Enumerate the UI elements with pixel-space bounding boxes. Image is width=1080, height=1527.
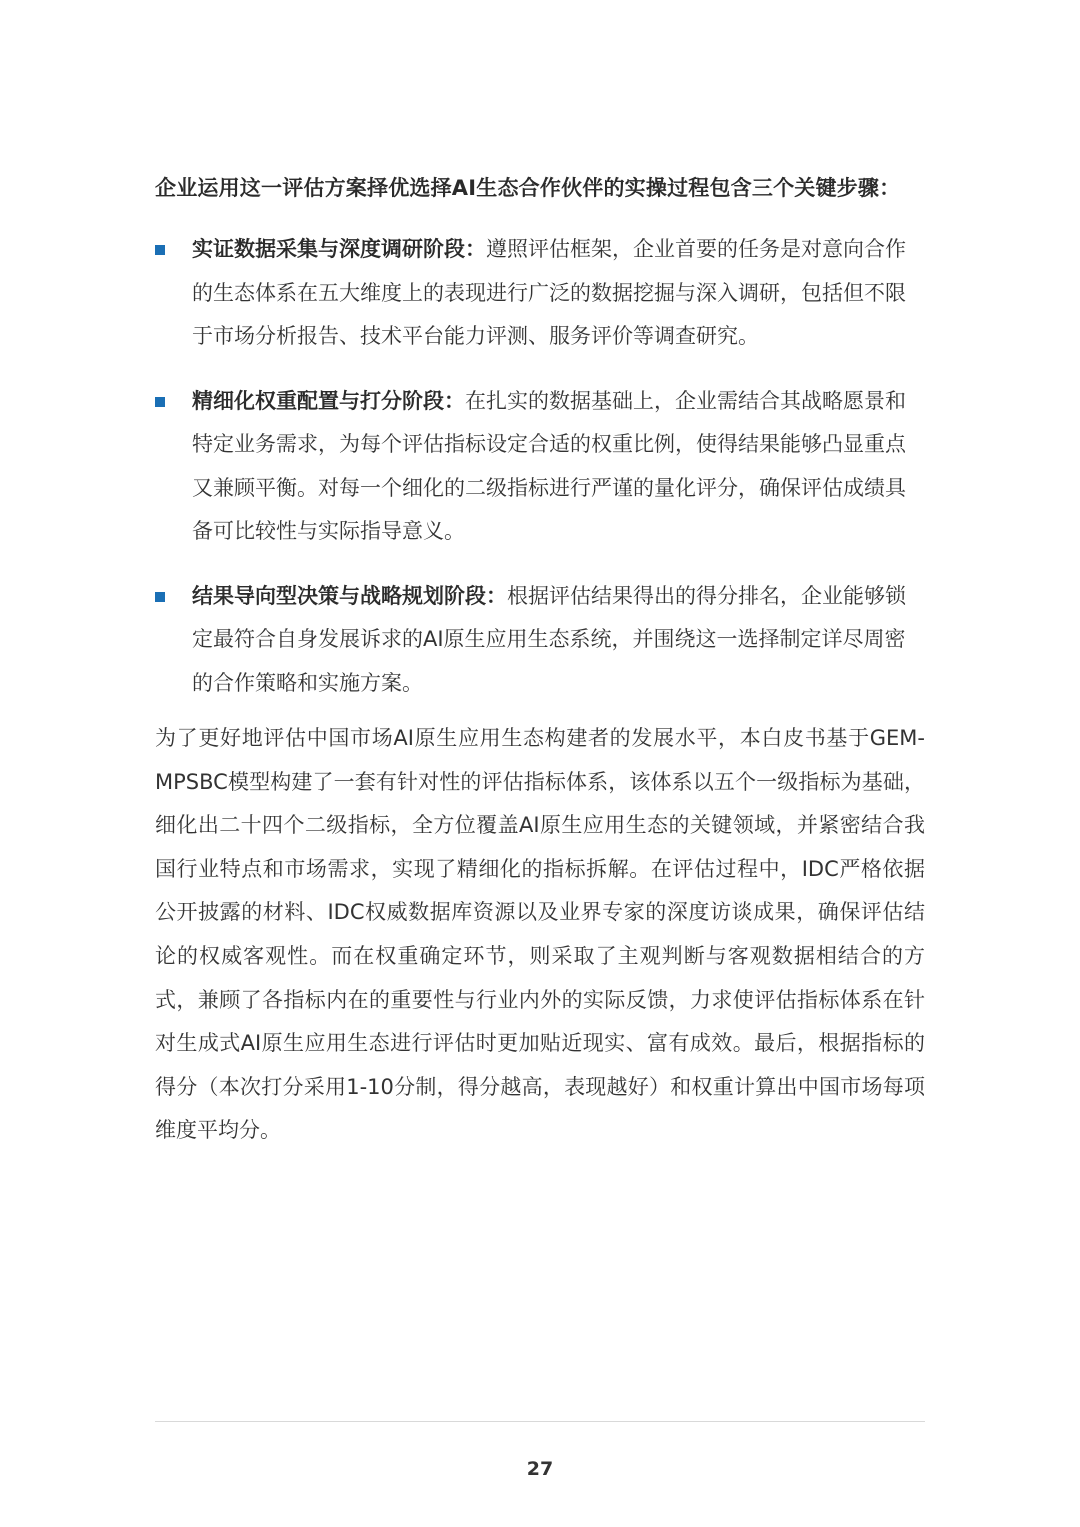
footer-divider (155, 1421, 925, 1422)
step-text: 在扎实的数据基础上，企业需结合其战略愿景和特定业务需求，为每个评估指标设定合适的权重比例，使得结果能够凸显重点又兼顾平衡。对每一个细化的二级指标进行严谨的量化评分，确保评估成绩具备可比较性与实际指导意义。 (192, 388, 906, 543)
square-bullet-icon (155, 397, 165, 407)
body-paragraph: 为了更好地评估中国市场AI原生应用生态构建者的发展水平，本白皮书基于GEM-MPSBC模型构建了一套有针对性的评估指标体系，该体系以五个一级指标为基础，细化出二十四个二级指标，全方位覆盖AI原生应用生态的关键领域，并紧密结合我国行业特点和市场需求，实现了精细化的指标拆解。在评估过程中，IDC严格依据公开披露的材料、IDC权威数据库资源以及业界专家的深度访谈成果，确保评估结论的权威客观性。而在权重确定环节，则采取了主观判断与客观数据相结合的方式，兼顾了各指标内在的重要性与行业内外的实际反馈，力求使评估指标体系在针对生成式AI原生应用生态进行评估时更加贴近现实、富有成效。最后，根据指标的得分（本次打分采用1-10分制，得分越高，表现越好）和权重计算出中国市场每项维度平均分。 (155, 726, 925, 1143)
page-number: 27 (526, 1458, 554, 1480)
list-item (155, 380, 925, 554)
step-text: 根据评估结果得出的得分排名，企业能够锁定最符合自身发展诉求的AI原生应用生态系统，并围绕这一选择制定详尽周密的合作策略和实施方案。 (192, 583, 906, 695)
square-bullet-icon (155, 592, 165, 602)
step-term: 结果导向型决策与战略规划阶段： (192, 583, 507, 608)
step-text: 遵照评估框架，企业首要的任务是对意向合作的生态体系在五大维度上的表现进行广泛的数据挖掘与深入调研，包括但不限于市场分析报告、技术平台能力评测、服务评价等调查研究。 (192, 237, 906, 348)
list-item (155, 228, 925, 359)
intro-heading: 企业运用这一评估方案择优选择AI生态合作伙伴的实操过程包含三个关键步骤： (155, 176, 901, 200)
list-item (155, 575, 925, 706)
step-term: 精细化权重配置与打分阶段： (192, 388, 465, 413)
square-bullet-icon (155, 245, 165, 255)
steps-list (155, 228, 925, 705)
step-term: 实证数据采集与深度调研阶段： (192, 237, 486, 261)
